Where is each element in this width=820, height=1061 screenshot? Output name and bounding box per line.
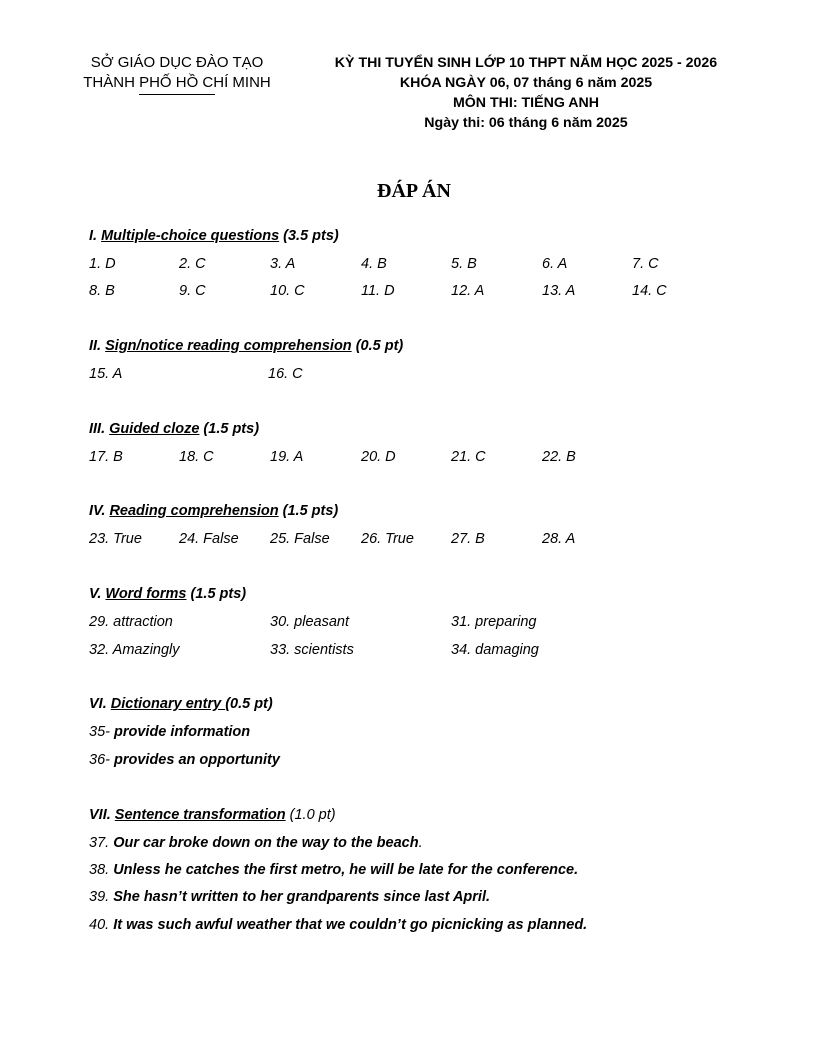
answer-item: 28. A [542, 531, 576, 547]
answer-item: 31. preparing [451, 614, 537, 630]
answer-item: 24. False [179, 531, 239, 547]
answer-item: 13. A [542, 283, 576, 299]
answer-item: 34. damaging [451, 642, 539, 658]
answer-item: 16. C [268, 366, 303, 382]
answer-item: 6. A [542, 256, 568, 272]
answer-item: 19. A [270, 449, 304, 465]
answer-item: 21. C [451, 449, 486, 465]
answer-item: 32. Amazingly [89, 642, 180, 658]
answer-item: 14. C [632, 283, 667, 299]
answer-item: 5. B [451, 256, 477, 272]
exam-session: KHÓA NGÀY 06, 07 tháng 6 năm 2025 [399, 75, 653, 91]
answer-item: 27. B [451, 531, 485, 547]
section-heading: V. Word forms (1.5 pts) [89, 586, 247, 602]
answer-line: 39. She hasn’t written to her grandparents since last April. [89, 889, 491, 905]
answer-item: 8. B [89, 283, 115, 299]
answer-item: 23. True [89, 531, 142, 547]
department-header [70, 53, 284, 95]
answer-item: 25. False [270, 531, 330, 547]
header-divider [139, 94, 215, 95]
section-heading: IV. Reading comprehension (1.5 pts) [89, 503, 339, 519]
answer-item: 17. B [89, 449, 123, 465]
page-title: ĐÁP ÁN [377, 180, 451, 202]
answer-item: 20. D [361, 449, 396, 465]
section-heading: II. Sign/notice reading comprehension (0.5 pt) [89, 338, 404, 354]
answer-item: 33. scientists [270, 642, 354, 658]
answer-item: 1. D [89, 256, 116, 272]
city-name: THÀNH PHỐ HỒ CHÍ MINH [83, 74, 271, 91]
answer-item: 3. A [270, 256, 296, 272]
answer-line: 38. Unless he catches the first metro, he will be late for the conference. [89, 862, 579, 878]
section-heading: VI. Dictionary entry (0.5 pt) [89, 696, 273, 712]
answer-line: 36- provides an opportunity [89, 752, 280, 768]
answer-item: 9. C [179, 283, 206, 299]
answer-item: 26. True [361, 531, 414, 547]
exam-title: KỲ THI TUYỂN SINH LỚP 10 THPT NĂM HỌC 2025 - 2026 [334, 55, 718, 71]
answer-item: 7. C [632, 256, 659, 272]
answer-line: 35- provide information [89, 724, 251, 740]
answer-item: 11. D [361, 283, 395, 299]
answer-item: 15. A [89, 366, 123, 382]
answer-line: 37. Our car broke down on the way to the beach. [89, 835, 423, 851]
answer-item: 10. C [270, 283, 305, 299]
answer-item: 22. B [542, 449, 576, 465]
exam-header [310, 53, 742, 133]
answer-line: 40. It was such awful weather that we couldn’t go picnicking as planned. [89, 917, 588, 933]
answer-item: 30. pleasant [270, 614, 350, 630]
section-heading: III. Guided cloze (1.5 pts) [89, 421, 260, 437]
exam-date: Ngày thi: 06 tháng 6 năm 2025 [424, 115, 628, 131]
answer-item: 12. A [451, 283, 485, 299]
answer-item: 2. C [179, 256, 206, 272]
exam-subject: MÔN THI: TIẾNG ANH [452, 95, 600, 111]
section-heading: VII. Sentence transformation (1.0 pt) [89, 807, 336, 823]
answer-item: 18. C [179, 449, 214, 465]
answer-item: 29. attraction [89, 614, 173, 630]
section-heading: I. Multiple-choice questions (3.5 pts) [89, 228, 339, 244]
answer-item: 4. B [361, 256, 387, 272]
department-name: SỞ GIÁO DỤC ĐÀO TẠO [90, 54, 264, 71]
